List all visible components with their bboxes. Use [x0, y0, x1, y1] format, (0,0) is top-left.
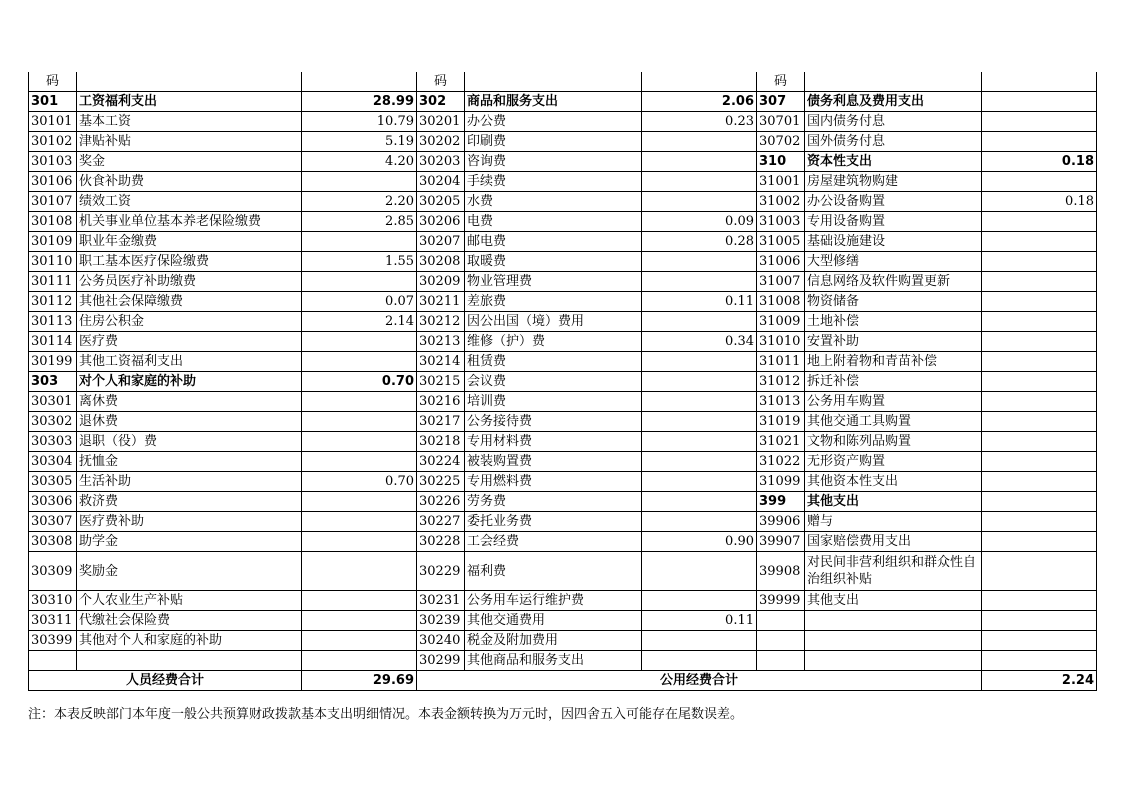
cell-name-3: 赠与 [805, 512, 982, 532]
cell-amount-3 [982, 552, 1097, 591]
table-row [29, 212, 1097, 232]
cell-amount-2 [642, 192, 757, 212]
cell-amount-3 [982, 252, 1097, 272]
cell-amount-2 [642, 651, 757, 671]
cell-name-1: 医疗费补助 [77, 512, 302, 532]
cell-code-2: 30207 [417, 232, 465, 252]
cell-amount-3: 0.18 [982, 192, 1097, 212]
cell-name-1: 救济费 [77, 492, 302, 512]
cell-name-2: 办公费 [465, 112, 642, 132]
cell-code-1: 30302 [29, 412, 77, 432]
table-row [29, 432, 1097, 452]
cell-amount-3 [982, 352, 1097, 372]
cell-amount-3 [982, 591, 1097, 611]
cell-code-3 [757, 611, 805, 631]
cell-amount-3 [982, 212, 1097, 232]
cell-code-2: 30206 [417, 212, 465, 232]
cell-code-2: 30211 [417, 292, 465, 312]
cell-code-3: 39908 [757, 552, 805, 591]
cell-name-1: 职业年金缴费 [77, 232, 302, 252]
cell-name-2: 咨询费 [465, 152, 642, 172]
cell-name-1: 离休费 [77, 392, 302, 412]
cell-amount-1: 10.79 [302, 112, 417, 132]
public-total-label: 公用经费合计 [417, 671, 982, 691]
cell-code-3: 31021 [757, 432, 805, 452]
cell-amount-2 [642, 312, 757, 332]
cell-code-2: 30226 [417, 492, 465, 512]
table-row [29, 172, 1097, 192]
public-total-value: 2.24 [982, 671, 1097, 691]
cell-code-1: 301 [29, 92, 77, 112]
cell-name-1: 绩效工资 [77, 192, 302, 212]
table-row [29, 352, 1097, 372]
table-row [29, 631, 1097, 651]
cell-name-1: 退职（役）费 [77, 432, 302, 452]
cell-amount-2: 0.90 [642, 532, 757, 552]
cell-amount-1 [302, 332, 417, 352]
cell-amount-3 [982, 452, 1097, 472]
table-row [29, 452, 1097, 472]
cell-name-3: 债务利息及费用支出 [805, 92, 982, 112]
cell-name-2: 公务用车运行维护费 [465, 591, 642, 611]
cell-name-3: 信息网络及软件购置更新 [805, 272, 982, 292]
cell-amount-1 [302, 432, 417, 452]
cell-name-1: 奖金 [77, 152, 302, 172]
cell-amount-3: 0.18 [982, 152, 1097, 172]
cell-code-2: 30225 [417, 472, 465, 492]
cell-amount-2 [642, 352, 757, 372]
cell-amount-3 [982, 292, 1097, 312]
header-amount-1 [302, 72, 417, 92]
cell-amount-3 [982, 532, 1097, 552]
cell-amount-2 [642, 492, 757, 512]
cell-amount-3 [982, 492, 1097, 512]
cell-amount-1: 0.70 [302, 372, 417, 392]
cell-code-2: 30215 [417, 372, 465, 392]
cell-name-2: 维修（护）费 [465, 332, 642, 352]
cell-code-1: 30113 [29, 312, 77, 332]
cell-code-1: 30108 [29, 212, 77, 232]
cell-code-1: 30114 [29, 332, 77, 352]
cell-code-1: 30305 [29, 472, 77, 492]
cell-amount-2 [642, 591, 757, 611]
cell-name-3: 国内债务付息 [805, 112, 982, 132]
cell-name-1: 工资福利支出 [77, 92, 302, 112]
cell-amount-2 [642, 132, 757, 152]
cell-code-3: 31011 [757, 352, 805, 372]
cell-code-1: 30307 [29, 512, 77, 532]
cell-name-3: 房屋建筑物购建 [805, 172, 982, 192]
cell-code-2: 30229 [417, 552, 465, 591]
cell-code-3: 31001 [757, 172, 805, 192]
cell-name-1: 其他社会保障缴费 [77, 292, 302, 312]
cell-amount-3 [982, 651, 1097, 671]
cell-name-3: 其他交通工具购置 [805, 412, 982, 432]
cell-name-3: 其他支出 [805, 591, 982, 611]
cell-code-3 [757, 651, 805, 671]
cell-code-1: 30306 [29, 492, 77, 512]
table-row [29, 152, 1097, 172]
cell-amount-2 [642, 392, 757, 412]
cell-amount-1: 2.85 [302, 212, 417, 232]
cell-amount-1 [302, 532, 417, 552]
cell-code-1: 30301 [29, 392, 77, 412]
cell-code-1: 30399 [29, 631, 77, 651]
cell-amount-1 [302, 631, 417, 651]
cell-name-2: 其他交通费用 [465, 611, 642, 631]
cell-amount-3 [982, 432, 1097, 452]
cell-amount-2: 0.34 [642, 332, 757, 352]
table-row [29, 412, 1097, 432]
cell-name-2: 福利费 [465, 552, 642, 591]
cell-name-2: 租赁费 [465, 352, 642, 372]
cell-name-2: 公务接待费 [465, 412, 642, 432]
cell-amount-2: 0.23 [642, 112, 757, 132]
cell-name-1: 助学金 [77, 532, 302, 552]
cell-amount-2 [642, 372, 757, 392]
cell-name-1: 抚恤金 [77, 452, 302, 472]
table-footnote: 注：本表反映部门本年度一般公共预算财政拨款基本支出明细情况。本表金额转换为万元时，因四舍五入可能存在尾数误差。 [28, 707, 744, 722]
cell-name-1: 其他对个人和家庭的补助 [77, 631, 302, 651]
cell-amount-2 [642, 512, 757, 532]
cell-code-2: 30202 [417, 132, 465, 152]
cell-name-2: 委托业务费 [465, 512, 642, 532]
cell-name-3 [805, 651, 982, 671]
cell-code-2: 30205 [417, 192, 465, 212]
table-row [29, 392, 1097, 412]
cell-name-3: 大型修缮 [805, 252, 982, 272]
cell-name-2: 因公出国（境）费用 [465, 312, 642, 332]
cell-name-3: 其他资本性支出 [805, 472, 982, 492]
table-row [29, 651, 1097, 671]
cell-amount-1 [302, 591, 417, 611]
table-row [29, 552, 1097, 591]
cell-amount-2 [642, 432, 757, 452]
cell-code-3 [757, 631, 805, 651]
cell-amount-2 [642, 631, 757, 651]
cell-name-3: 公务用车购置 [805, 392, 982, 412]
cell-name-3: 安置补助 [805, 332, 982, 352]
cell-name-2: 物业管理费 [465, 272, 642, 292]
cell-name-3 [805, 611, 982, 631]
header-name-2 [465, 72, 642, 92]
cell-amount-2 [642, 152, 757, 172]
cell-name-1: 医疗费 [77, 332, 302, 352]
cell-amount-1 [302, 512, 417, 532]
cell-code-1: 30107 [29, 192, 77, 212]
table-row [29, 272, 1097, 292]
cell-code-3: 31008 [757, 292, 805, 312]
cell-name-3: 土地补偿 [805, 312, 982, 332]
cell-code-3: 31009 [757, 312, 805, 332]
cell-name-2: 电费 [465, 212, 642, 232]
cell-name-1: 住房公积金 [77, 312, 302, 332]
cell-code-3: 31006 [757, 252, 805, 272]
cell-code-2: 30239 [417, 611, 465, 631]
cell-code-3: 399 [757, 492, 805, 512]
header-row [29, 72, 1097, 92]
cell-amount-1 [302, 272, 417, 292]
cell-amount-1: 28.99 [302, 92, 417, 112]
cell-amount-1 [302, 611, 417, 631]
cell-amount-1 [302, 412, 417, 432]
cell-amount-2 [642, 172, 757, 192]
cell-name-1: 生活补助 [77, 472, 302, 492]
cell-name-1: 伙食补助费 [77, 172, 302, 192]
cell-code-2: 30204 [417, 172, 465, 192]
cell-code-1 [29, 651, 77, 671]
table-row [29, 611, 1097, 631]
cell-name-2: 水费 [465, 192, 642, 212]
cell-name-1: 职工基本医疗保险缴费 [77, 252, 302, 272]
cell-name-1: 奖励金 [77, 552, 302, 591]
cell-name-2: 被装购置费 [465, 452, 642, 472]
cell-code-1: 30303 [29, 432, 77, 452]
table-row [29, 591, 1097, 611]
cell-code-3: 31003 [757, 212, 805, 232]
cell-amount-1 [302, 651, 417, 671]
cell-amount-3 [982, 272, 1097, 292]
cell-code-2: 30201 [417, 112, 465, 132]
cell-amount-3 [982, 631, 1097, 651]
cell-code-1: 30311 [29, 611, 77, 631]
cell-amount-3 [982, 472, 1097, 492]
cell-amount-1: 2.20 [302, 192, 417, 212]
cell-amount-2 [642, 412, 757, 432]
cell-amount-2 [642, 252, 757, 272]
cell-code-1: 30102 [29, 132, 77, 152]
cell-code-3: 31022 [757, 452, 805, 472]
cell-name-3: 国家赔偿费用支出 [805, 532, 982, 552]
cell-code-3: 31012 [757, 372, 805, 392]
cell-code-2: 30224 [417, 452, 465, 472]
cell-amount-1 [302, 552, 417, 591]
cell-amount-3 [982, 332, 1097, 352]
cell-code-2: 30227 [417, 512, 465, 532]
cell-name-3: 其他支出 [805, 492, 982, 512]
cell-amount-3 [982, 132, 1097, 152]
cell-code-2: 30240 [417, 631, 465, 651]
cell-code-1: 30308 [29, 532, 77, 552]
cell-amount-2: 0.09 [642, 212, 757, 232]
cell-name-3: 办公设备购置 [805, 192, 982, 212]
cell-code-2: 30203 [417, 152, 465, 172]
cell-name-3: 专用设备购置 [805, 212, 982, 232]
table-row [29, 232, 1097, 252]
expenditure-detail-table [28, 72, 1097, 691]
cell-amount-2 [642, 472, 757, 492]
cell-name-2: 其他商品和服务支出 [465, 651, 642, 671]
cell-amount-1: 4.20 [302, 152, 417, 172]
cell-name-2: 专用材料费 [465, 432, 642, 452]
cell-code-1: 30309 [29, 552, 77, 591]
cell-code-2: 30217 [417, 412, 465, 432]
cell-code-2: 30208 [417, 252, 465, 272]
cell-amount-1 [302, 232, 417, 252]
cell-code-1: 30112 [29, 292, 77, 312]
cell-name-1: 退休费 [77, 412, 302, 432]
personnel-total-label: 人员经费合计 [29, 671, 302, 691]
header-name-3 [805, 72, 982, 92]
cell-code-2: 30214 [417, 352, 465, 372]
cell-code-2: 302 [417, 92, 465, 112]
cell-name-3 [805, 631, 982, 651]
cell-name-1: 代缴社会保险费 [77, 611, 302, 631]
table-row [29, 532, 1097, 552]
cell-code-1: 30111 [29, 272, 77, 292]
cell-name-2: 税金及附加费用 [465, 631, 642, 651]
cell-name-1: 对个人和家庭的补助 [77, 372, 302, 392]
cell-code-3: 307 [757, 92, 805, 112]
cell-code-3: 31010 [757, 332, 805, 352]
cell-name-1: 个人农业生产补贴 [77, 591, 302, 611]
cell-code-1: 30304 [29, 452, 77, 472]
cell-code-3: 30701 [757, 112, 805, 132]
cell-name-3: 无形资产购置 [805, 452, 982, 472]
cell-name-2: 差旅费 [465, 292, 642, 312]
cell-code-3: 39906 [757, 512, 805, 532]
cell-name-1: 基本工资 [77, 112, 302, 132]
cell-name-3: 资本性支出 [805, 152, 982, 172]
cell-name-2: 手续费 [465, 172, 642, 192]
table-row [29, 192, 1097, 212]
cell-amount-1 [302, 352, 417, 372]
header-amount-3 [982, 72, 1097, 92]
table-row [29, 132, 1097, 152]
cell-amount-3 [982, 372, 1097, 392]
cell-amount-3 [982, 412, 1097, 432]
table-row [29, 292, 1097, 312]
cell-name-2: 专用燃料费 [465, 472, 642, 492]
cell-code-1: 30109 [29, 232, 77, 252]
cell-code-1: 30106 [29, 172, 77, 192]
cell-name-2: 劳务费 [465, 492, 642, 512]
cell-name-3: 文物和陈列品购置 [805, 432, 982, 452]
cell-amount-3 [982, 611, 1097, 631]
cell-code-3: 31099 [757, 472, 805, 492]
cell-name-2: 工会经费 [465, 532, 642, 552]
cell-code-3: 31019 [757, 412, 805, 432]
header-code-1: 码 [29, 72, 77, 92]
cell-name-2: 商品和服务支出 [465, 92, 642, 112]
table-row [29, 492, 1097, 512]
cell-amount-3 [982, 232, 1097, 252]
table-row [29, 472, 1097, 492]
cell-amount-2: 0.28 [642, 232, 757, 252]
cell-code-3: 31005 [757, 232, 805, 252]
cell-name-3: 拆迁补偿 [805, 372, 982, 392]
cell-name-2: 印刷费 [465, 132, 642, 152]
cell-code-1: 30199 [29, 352, 77, 372]
cell-amount-3 [982, 392, 1097, 412]
cell-amount-3 [982, 512, 1097, 532]
cell-amount-3 [982, 112, 1097, 132]
cell-code-3: 39907 [757, 532, 805, 552]
cell-code-2: 30231 [417, 591, 465, 611]
totals-row [29, 671, 1097, 691]
cell-name-1 [77, 651, 302, 671]
header-name-1 [77, 72, 302, 92]
cell-amount-2: 0.11 [642, 292, 757, 312]
cell-name-3: 基础设施建设 [805, 232, 982, 252]
cell-code-3: 31013 [757, 392, 805, 412]
table-row [29, 112, 1097, 132]
cell-amount-3 [982, 92, 1097, 112]
cell-code-1: 30110 [29, 252, 77, 272]
cell-amount-2: 2.06 [642, 92, 757, 112]
cell-amount-3 [982, 172, 1097, 192]
cell-amount-1 [302, 172, 417, 192]
cell-name-3: 国外债务付息 [805, 132, 982, 152]
cell-amount-2 [642, 552, 757, 591]
cell-name-2: 培训费 [465, 392, 642, 412]
cell-amount-1: 2.14 [302, 312, 417, 332]
cell-code-1: 30101 [29, 112, 77, 132]
table-row [29, 92, 1097, 112]
header-amount-2 [642, 72, 757, 92]
cell-code-2: 30218 [417, 432, 465, 452]
cell-amount-1: 0.70 [302, 472, 417, 492]
cell-code-2: 30299 [417, 651, 465, 671]
cell-amount-1: 5.19 [302, 132, 417, 152]
personnel-total-value: 29.69 [302, 671, 417, 691]
cell-name-1: 公务员医疗补助缴费 [77, 272, 302, 292]
header-code-2: 码 [417, 72, 465, 92]
cell-name-2: 邮电费 [465, 232, 642, 252]
cell-amount-2 [642, 272, 757, 292]
cell-code-2: 30213 [417, 332, 465, 352]
cell-amount-1: 1.55 [302, 252, 417, 272]
table-row [29, 312, 1097, 332]
table-row [29, 512, 1097, 532]
cell-code-3: 31007 [757, 272, 805, 292]
cell-code-3: 39999 [757, 591, 805, 611]
cell-amount-1 [302, 392, 417, 412]
cell-code-1: 303 [29, 372, 77, 392]
cell-code-1: 30103 [29, 152, 77, 172]
header-code-3: 码 [757, 72, 805, 92]
cell-name-3: 对民间非营利组织和群众性自治组织补贴 [805, 552, 982, 591]
cell-name-3: 物资储备 [805, 292, 982, 312]
cell-name-1: 其他工资福利支出 [77, 352, 302, 372]
cell-amount-1: 0.07 [302, 292, 417, 312]
cell-amount-2: 0.11 [642, 611, 757, 631]
cell-code-2: 30216 [417, 392, 465, 412]
table-row [29, 252, 1097, 272]
cell-code-1: 30310 [29, 591, 77, 611]
table-row [29, 372, 1097, 392]
cell-code-3: 310 [757, 152, 805, 172]
table-row [29, 332, 1097, 352]
cell-name-2: 取暖费 [465, 252, 642, 272]
cell-name-1: 津贴补贴 [77, 132, 302, 152]
cell-amount-3 [982, 312, 1097, 332]
cell-name-2: 会议费 [465, 372, 642, 392]
cell-code-3: 30702 [757, 132, 805, 152]
cell-name-3: 地上附着物和青苗补偿 [805, 352, 982, 372]
cell-amount-1 [302, 452, 417, 472]
cell-code-3: 31002 [757, 192, 805, 212]
cell-amount-2 [642, 452, 757, 472]
cell-code-2: 30209 [417, 272, 465, 292]
cell-amount-1 [302, 492, 417, 512]
cell-name-1: 机关事业单位基本养老保险缴费 [77, 212, 302, 232]
cell-code-2: 30212 [417, 312, 465, 332]
cell-code-2: 30228 [417, 532, 465, 552]
